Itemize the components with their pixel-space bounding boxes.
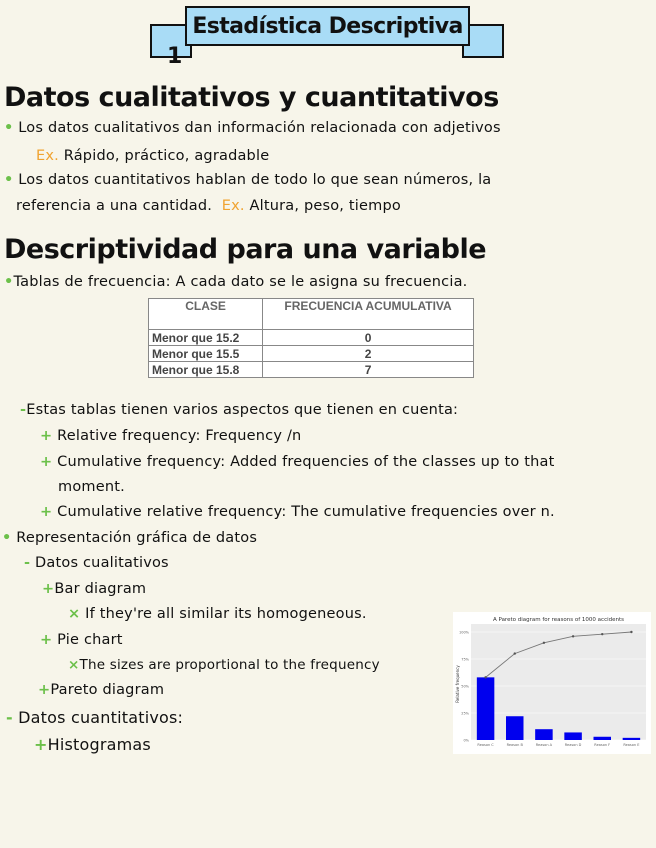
pareto-chart — [453, 612, 651, 754]
list-item: +Bar diagram — [42, 581, 147, 597]
cumulative-point — [543, 642, 545, 644]
text: Los datos cuantitativos hablan de todo lo que sean números, la — [18, 172, 492, 188]
text: Bar diagram — [54, 581, 147, 597]
cumulative-point — [572, 635, 574, 637]
table-header: CLASE — [149, 299, 263, 330]
cumulative-point — [630, 631, 632, 633]
table-header: FRECUENCIA ACUMULATIVA — [263, 299, 474, 330]
section-heading: Descriptividad para una variable — [4, 234, 487, 265]
pareto-chart-svg — [453, 612, 651, 754]
page-number: 1 — [167, 44, 182, 69]
text: Estas tablas tienen varios aspectos que tienen en cuenta: — [26, 402, 459, 418]
text: Cumulative frequency: Added frequencies of the classes up to that — [57, 454, 555, 470]
list-item: - Datos cualitativos — [24, 555, 169, 571]
list-item: • Los datos cuantitativos hablan de todo lo que sean números, la — [4, 172, 492, 188]
table-row — [149, 362, 474, 378]
page-title: Estadística Descriptiva — [192, 13, 463, 39]
cumulative-point — [514, 652, 516, 654]
list-item: • Los datos cualitativos dan información relacionada con adjetivos — [4, 120, 501, 136]
frequency-table — [148, 298, 474, 378]
list-item: +Pareto diagram — [38, 682, 165, 698]
bar — [564, 732, 582, 740]
list-item: + Cumulative frequency: Added frequencies of the classes up to that — [40, 454, 555, 470]
cumulative-point — [484, 676, 486, 678]
title-banner — [185, 6, 470, 46]
example — [36, 148, 269, 164]
list-item: + Pie chart — [40, 632, 123, 648]
text: Relative frequency: Frequency /n — [57, 428, 302, 444]
text: Datos cualitativos — [35, 555, 169, 571]
text: Rápido, práctico, agradable — [63, 148, 270, 164]
y-tick-label: 75% — [461, 657, 469, 662]
y-tick-label: 0% — [463, 738, 469, 743]
text: Los datos cualitativos dan información relacionada con adjetivos — [18, 120, 501, 136]
list-item: ×The sizes are proportional to the frequency — [68, 657, 380, 673]
list-item: × If they're all similar its homogeneous. — [68, 606, 367, 622]
list-item: + Cumulative relative frequency: The cumulative frequencies over n. — [40, 504, 555, 520]
table-row — [149, 330, 474, 346]
text: Cumulative relative frequency: The cumulative frequencies over n. — [57, 504, 555, 520]
text: Altura, peso, tiempo — [249, 198, 401, 214]
bar — [535, 729, 553, 740]
x-tick-label: Reason E — [623, 743, 640, 747]
bar — [477, 677, 495, 740]
x-tick-label: Reason D — [564, 743, 582, 747]
text: If they're all similar its homogeneous. — [85, 606, 367, 622]
chart-title: A Pareto diagram for reasons of 1000 accidents — [492, 617, 625, 623]
text: Representación gráfica de datos — [16, 530, 258, 546]
list-item: + Relative frequency: Frequency /n — [40, 428, 302, 444]
list-item-cont — [16, 198, 401, 214]
cumulative-point — [601, 633, 603, 635]
x-tick-label: Reason F — [594, 743, 611, 747]
plot-area — [471, 624, 646, 740]
text: Pie chart — [57, 632, 123, 648]
bar — [623, 738, 641, 740]
list-item: - Datos cuantitativos: — [6, 708, 184, 727]
y-tick-label: 100% — [458, 630, 469, 635]
list-item: • Representación gráfica de datos — [2, 530, 258, 546]
x-tick-label: Reason A — [535, 743, 553, 747]
example-label: Ex. — [36, 148, 59, 164]
text: Pareto diagram — [50, 682, 165, 698]
bar — [594, 737, 612, 740]
text: Datos cuantitativos: — [18, 708, 184, 727]
cell: 2 — [263, 346, 474, 362]
list-item: -Estas tablas tienen varios aspectos que tienen en cuenta: — [20, 402, 459, 418]
cell: 7 — [263, 362, 474, 378]
list-item-cont: moment. — [58, 479, 125, 495]
list-item: •Tablas de frecuencia: A cada dato se le asigna su frecuencia. — [4, 274, 468, 290]
cell: Menor que 15.8 — [149, 362, 263, 378]
cell: 0 — [263, 330, 474, 346]
example-label: Ex. — [221, 198, 245, 214]
text: Histogramas — [47, 735, 151, 754]
text: Tablas de frecuencia: A cada dato se le asigna su frecuencia. — [13, 274, 468, 290]
x-tick-label: Reason C — [477, 743, 494, 747]
text: The sizes are proportional to the frequency — [79, 657, 380, 673]
y-tick-label: 25% — [461, 711, 469, 716]
x-tick-label: Reason B — [506, 743, 523, 747]
text: referencia a una cantidad. — [16, 198, 213, 214]
table-row — [149, 346, 474, 362]
cell: Menor que 15.2 — [149, 330, 263, 346]
bar — [506, 716, 524, 740]
list-item: +Histogramas — [34, 735, 151, 754]
y-axis-label: Relative frequency — [455, 665, 460, 703]
section-heading: Datos cualitativos y cuantitativos — [4, 82, 499, 113]
y-tick-label: 50% — [461, 684, 469, 689]
cell: Menor que 15.5 — [149, 346, 263, 362]
